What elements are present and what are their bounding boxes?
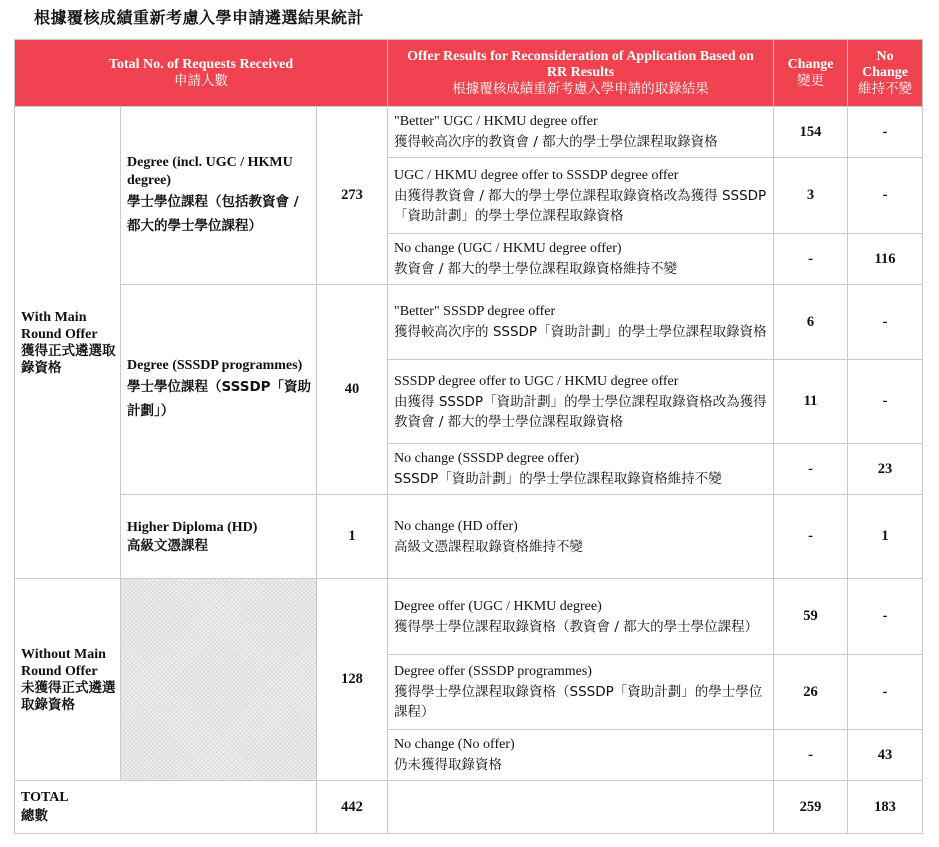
result-en: "Better" UGC / HKMU degree offer [394,114,598,129]
change-value: 3 [774,158,848,234]
change-value: 59 [774,579,848,655]
total-change: 259 [774,781,848,834]
group-label-en: With Main Round Offer [21,309,98,342]
result-description [388,730,774,781]
result-zh: 獲得學士學位課程取錄資格（SSSDP「資助計劃」的學士學位課程） [394,684,763,720]
category-higher-diploma [121,495,317,579]
nochange-value: - [848,107,923,158]
nochange-value: 1 [848,495,923,579]
header-nochange-en: No Change [862,49,908,80]
header-results [388,40,774,107]
category-label-en: Degree (SSSDP programmes) [127,357,303,373]
result-description [388,360,774,444]
result-zh: 由獲得 SSSDP「資助計劃」的學士學位課程取錄資格改為獲得教資會 / 都大的學士學位課程取錄資格 [394,393,767,430]
table-row [15,107,923,158]
nochange-value: - [848,655,923,730]
header-change-en: Change [787,57,834,72]
category-label-en: Degree (incl. UGC / HKMU degree) [127,154,293,188]
results-table [14,39,923,834]
category-degree-sssdp [121,285,317,495]
group-label-zh: 未獲得正式遴選取錄資格 [21,679,116,713]
category-count: 40 [317,285,388,495]
result-description [388,107,774,158]
category-label-en: Higher Diploma (HD) [127,519,258,535]
total-requests: 442 [317,781,388,834]
result-description [388,655,774,730]
result-description [388,495,774,579]
result-description [388,579,774,655]
header-change-zh: 變更 [797,73,825,89]
category-count: 273 [317,107,388,285]
result-description [388,285,774,360]
category-label-zh: 高級文憑課程 [127,537,208,554]
result-zh: 教資會 / 都大的學士學位課程取錄資格維持不變 [394,261,678,277]
group-label-zh: 獲得正式遴選取錄資格 [21,342,116,376]
group-without-main-round [15,579,121,781]
table-row [15,495,923,579]
header-requests-en: Total No. of Requests Received [108,57,294,72]
nochange-value: 23 [848,444,923,495]
change-value: 11 [774,360,848,444]
total-nochange: 183 [848,781,923,834]
result-zh: 由獲得教資會 / 都大的學士學位課程取錄資格改為獲得 SSSDP「資助計劃」的學士學位課程取錄資格 [394,187,767,224]
result-zh: SSSDP「資助計劃」的學士學位課程取錄資格維持不變 [394,471,722,487]
nochange-value: 43 [848,730,923,781]
result-description [388,158,774,234]
table-row [15,285,923,360]
nochange-value: 116 [848,234,923,285]
group-with-main-round [15,107,121,579]
header-requests [15,40,388,107]
category-count: 1 [317,495,388,579]
header-results-en: Offer Results for Reconsideration of Application Based on RR Results [407,49,754,80]
header-nochange [848,40,923,107]
result-zh: 高級文憑課程取錄資格維持不變 [394,538,584,555]
category-label-zh: 學士學位課程（包括教資會 / 都大的學士學位課程） [127,193,299,234]
change-value: - [774,495,848,579]
result-zh: 獲得學士學位課程取錄資格（教資會 / 都大的學士學位課程） [394,618,759,635]
result-en: No change (SSSDP degree offer) [394,451,580,466]
result-en: No change (UGC / HKMU degree offer) [394,241,622,256]
nochange-value: - [848,579,923,655]
header-row [15,40,923,107]
header-requests-zh: 申請人數 [174,73,229,89]
group-count: 128 [317,579,388,781]
result-en: No change (No offer) [394,737,515,752]
group-label-en: Without Main Round Offer [21,646,106,679]
nochange-value: - [848,158,923,234]
change-value: 26 [774,655,848,730]
total-empty-cell [388,781,774,834]
result-en: No change (HD offer) [394,518,518,534]
result-zh: 獲得較高次序的教資會 / 都大的學士學位課程取錄資格 [394,134,718,150]
header-nochange-zh: 維持不變 [858,81,913,97]
total-label [15,781,317,834]
result-description [388,234,774,285]
total-label-zh: 總數 [21,808,48,824]
nochange-value: - [848,360,923,444]
result-en: UGC / HKMU degree offer to SSSDP degree offer [394,167,679,183]
change-value: - [774,234,848,285]
total-row [15,781,923,834]
result-en: "Better" SSSDP degree offer [394,304,556,319]
table-row [15,579,923,655]
result-zh: 仍未獲得取錄資格 [394,757,503,773]
header-results-zh: 根據覆核成績重新考慮入學申請的取錄結果 [452,81,709,97]
result-description [388,444,774,495]
category-degree-ugc [121,107,317,285]
nochange-value: - [848,285,923,360]
category-label-zh: 學士學位課程（SSSDP「資助計劃」） [127,378,312,419]
change-value: - [774,444,848,495]
empty-category-cell [121,579,317,781]
page-title: 根據覆核成績重新考慮入學申請遴選結果統計 [34,8,365,27]
change-value: - [774,730,848,781]
result-en: Degree offer (SSSDP programmes) [394,664,592,679]
result-zh: 獲得較高次序的 SSSDP「資助計劃」的學士學位課程取錄資格 [394,324,767,340]
header-change [774,40,848,107]
change-value: 154 [774,107,848,158]
result-en: SSSDP degree offer to UGC / HKMU degree offer [394,373,679,389]
result-en: Degree offer (UGC / HKMU degree) [394,598,602,614]
change-value: 6 [774,285,848,360]
total-label-en: TOTAL [21,790,69,805]
